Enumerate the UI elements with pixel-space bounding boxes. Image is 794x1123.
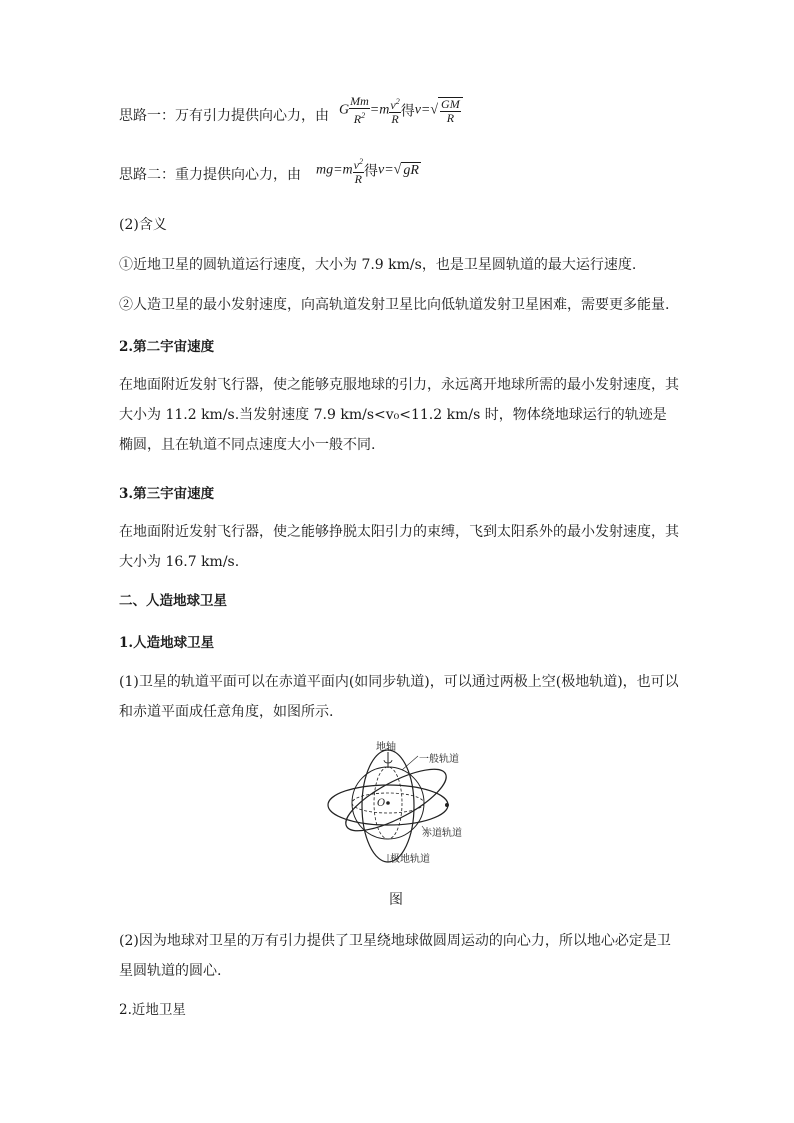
fraction-v2-R (353, 155, 364, 186)
fraction-numerator (389, 95, 400, 113)
fraction-denominator (349, 109, 370, 126)
center-point (386, 801, 390, 805)
exp-2: 2 (361, 111, 366, 120)
figure-caption: 图 (389, 892, 403, 908)
orbit-diagram (326, 738, 476, 868)
idea1-line (119, 106, 329, 126)
satellite-heading: 1.人造地球卫星 (119, 635, 215, 651)
formula-de: 得 (364, 163, 378, 180)
fraction-GM-R (440, 98, 461, 125)
third-velocity-text: 在地面附近发射飞行器，使之能够挣脱太阳引力的束缚，飞到太阳系外的最小发射速度，其大小为 16.7 km/s. (119, 524, 679, 570)
fraction-denominator-base: R (353, 112, 362, 126)
sqrt-body: gR (403, 163, 419, 178)
fraction-numerator-base: v (353, 158, 359, 172)
near-earth-heading: 2.近地卫星 (119, 1002, 186, 1018)
idea1-prefix: 思路一：万有引力提供向心力，由 (119, 108, 329, 124)
second-velocity-heading: 2.第二宇宙速度 (119, 339, 215, 355)
fraction-numerator: Mm (350, 94, 369, 108)
general-orbit-label: 一般轨道 (419, 754, 459, 765)
formula-de: 得 (400, 103, 415, 120)
equatorial-orbit-label: 赤道轨道 (422, 828, 462, 839)
sqrt-sign: √ (430, 102, 439, 118)
satellite-paragraph-2: (2)因为地球对卫星的万有引力提供了卫星绕地球做圆周运动的向心力，所以地心必定是卫星圆轨道的圆心. (119, 933, 671, 979)
meaning-item-1: ①近地卫星的圆轨道运行速度，大小为 7.9 km/s，也是卫星圆轨道的最大运行速度. (119, 257, 637, 273)
fraction-denominator: R (446, 110, 455, 125)
section-2-heading: 二、人造地球卫星 (119, 593, 227, 609)
meaning-heading: (2)含义 (119, 217, 167, 233)
axis-label: 地轴 (376, 742, 396, 753)
formula-eq-m: =m (369, 102, 390, 118)
formula-v-eq: v= (378, 162, 394, 178)
exp-2: 2 (395, 97, 400, 106)
fraction-numerator (353, 155, 364, 173)
third-velocity-heading: 3.第三宇宙速度 (119, 486, 215, 502)
idea2-prefix: 思路二：重力提供向心力，由 (119, 167, 301, 183)
sqrt-body (438, 97, 463, 125)
sqrt-sign: √ (393, 162, 402, 178)
fraction-numerator: GM (441, 96, 460, 111)
formula-G: G (339, 102, 350, 118)
fraction-denominator: R (391, 112, 399, 126)
idea2-formula (316, 155, 421, 186)
idea2-line (119, 165, 301, 185)
exp-2: 2 (359, 157, 363, 166)
meaning-item-2: ②人造卫星的最小发射速度，向高轨道发射卫星比向低轨道发射卫星困难，需要更多能量. (119, 297, 670, 313)
formula-mg-eq-m: mg=m (316, 162, 353, 178)
formula-v-eq: v= (414, 102, 431, 118)
satellite-dot-icon (445, 803, 449, 807)
fraction-numerator-base: v (390, 98, 396, 112)
center-label: O (377, 798, 386, 809)
second-velocity-text: 在地面附近发射飞行器，使之能够克服地球的引力，永远离开地球所需的最小发射速度，其大小为 11.2 km/s.当发射速度 7.9 km/s<v₀<11.2 km/s 时，物体绕地球运行的轨迹是椭圆，且在轨道不同点速度大小一般不同. (119, 377, 679, 453)
orbit-figure (326, 738, 476, 868)
idea1-formula (339, 95, 463, 126)
polar-orbit-label: 极地轨道 (390, 854, 430, 865)
satellite-paragraph-1: (1)卫星的轨道平面可以在赤道平面内(如同步轨道)，可以通过两极上空(极地轨道)，也可以和赤道平面成任意角度，如图所示. (119, 674, 679, 720)
fraction-Mm-R2 (349, 95, 370, 126)
fraction-v2-R (389, 95, 400, 126)
fraction-denominator: R (354, 172, 362, 186)
